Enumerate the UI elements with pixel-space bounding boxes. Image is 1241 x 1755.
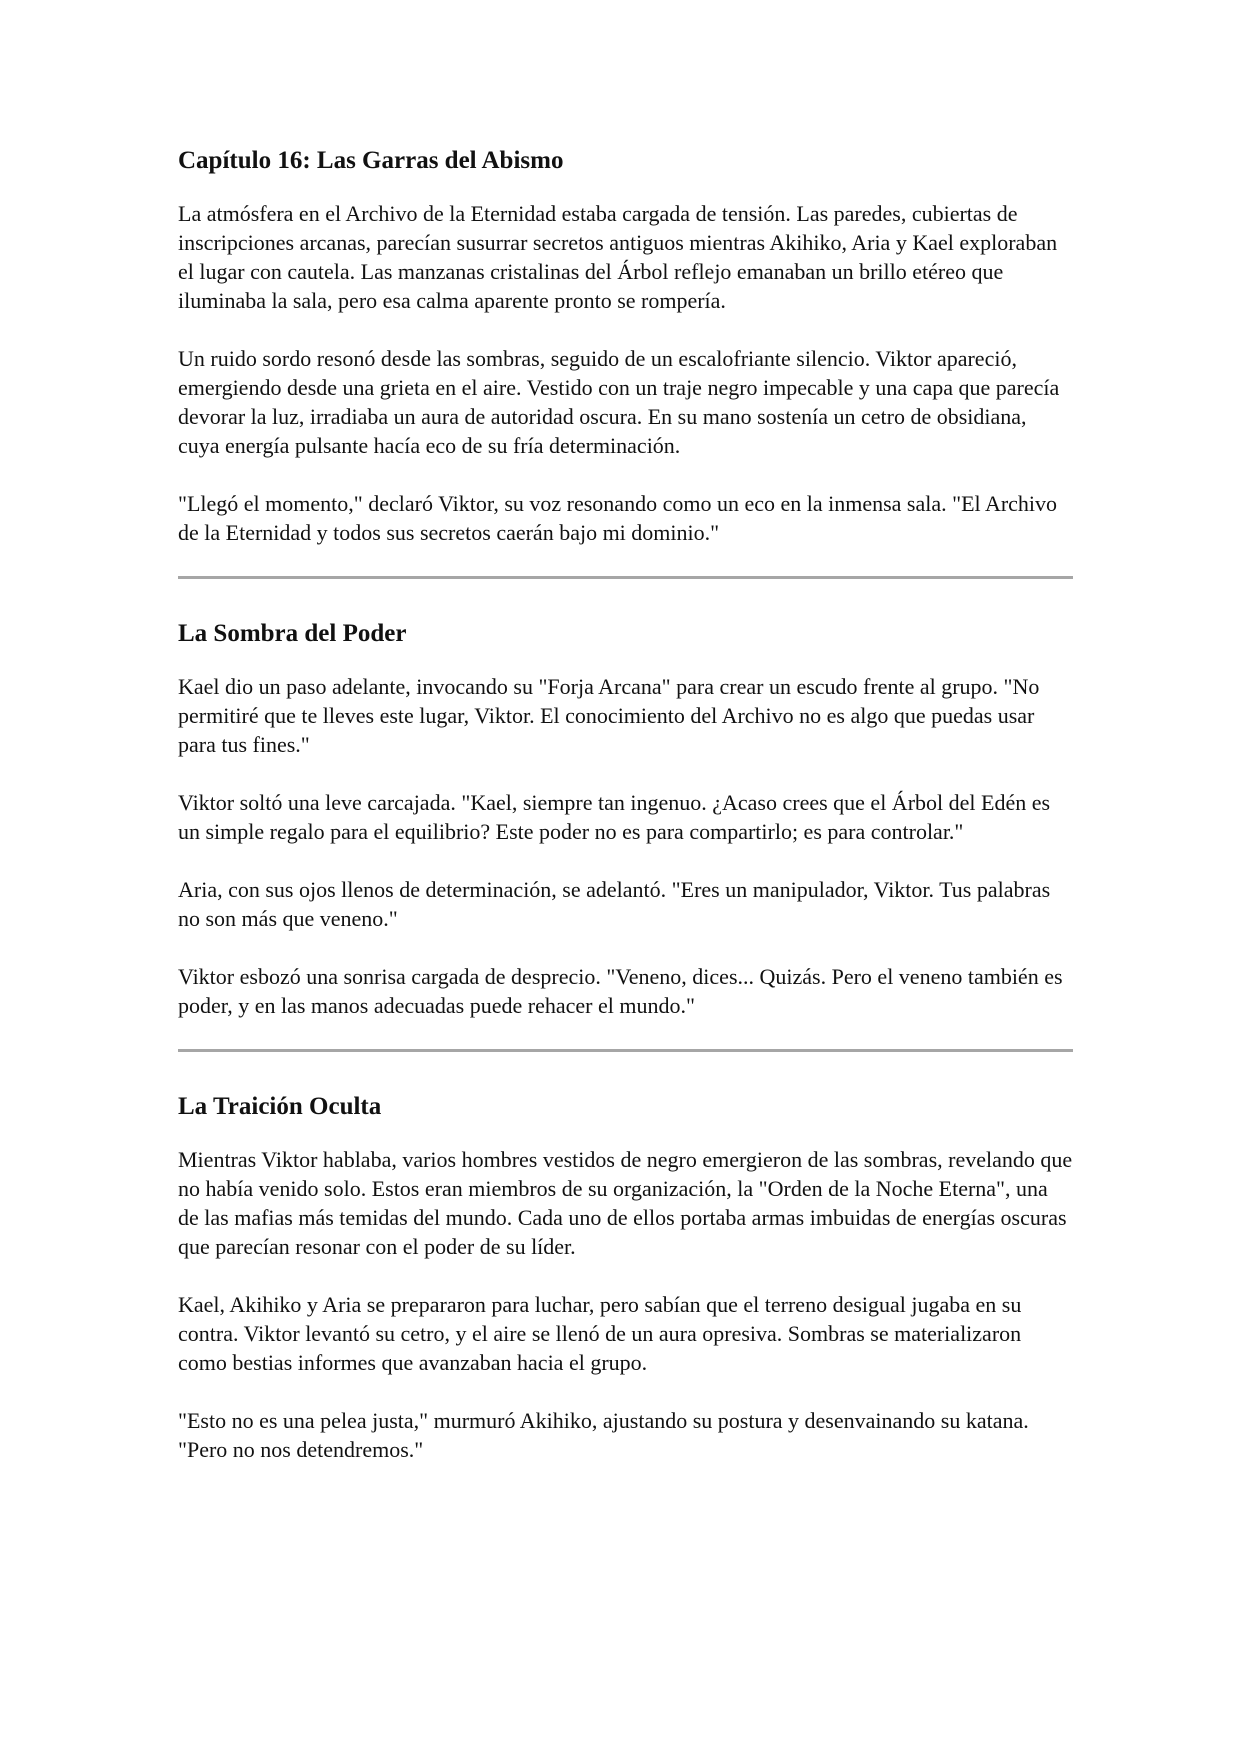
- paragraph: Viktor esbozó una sonrisa cargada de desprecio. "Veneno, dices... Quizás. Pero el veneno también es poder, y en las manos adecuadas puede rehacer el mundo.": [178, 964, 1063, 1018]
- paragraph: Aria, con sus ojos llenos de determinación, se adelantó. "Eres un manipulador, Viktor. Tus palabras no son más que veneno.": [178, 877, 1051, 931]
- section-chapter-16: [178, 145, 1073, 547]
- chapter-heading: Capítulo 16: Las Garras del Abismo: [178, 147, 564, 174]
- paragraph: Kael dio un paso adelante, invocando su "Forja Arcana" para crear un escudo frente al grupo. "No permitiré que te lleves este lugar, Viktor. El conocimiento del Archivo no es algo que puedas usar para tus fines.": [178, 674, 1040, 757]
- paragraph: "Llegó el momento," declaró Viktor, su voz resonando como un eco en la inmensa sala. "El Archivo de la Eternidad y todos sus secretos caerán bajo mi dominio.": [178, 491, 1058, 545]
- paragraph: "Esto no es una pelea justa," murmuró Akihiko, ajustando su postura y desenvainando su katana. "Pero no nos detendremos.": [178, 1408, 1029, 1462]
- section-heading: La Sombra del Poder: [178, 620, 407, 647]
- paragraph: La atmósfera en el Archivo de la Eternidad estaba cargada de tensión. Las paredes, cubiertas de inscripciones arcanas, parecían susurrar secretos antiguos mientras Akihiko, Aria y Kael exploraban el lugar con cautela. Las manzanas cristalinas del Árbol reflejo emanaban un brillo etéreo que iluminaba la sala, pero esa calma aparente pronto se rompería.: [178, 201, 1058, 313]
- paragraph: Mientras Viktor hablaba, varios hombres vestidos de negro emergieron de las sombras, revelando que no había venido solo. Estos eran miembros de su organización, la "Orden de la Noche Eterna", una de las mafias más temidas del mundo. Cada uno de ellos portaba armas imbuidas de energías oscuras que parecían resonar con el poder de su líder.: [178, 1147, 1073, 1259]
- section-la-sombra-del-poder: [178, 618, 1073, 1020]
- paragraph: Viktor soltó una leve carcajada. "Kael, siempre tan ingenuo. ¿Acaso crees que el Árbol del Edén es un simple regalo para el equilibrio? Este poder no es para compartirlo; es para controlar.": [178, 790, 1051, 844]
- section-la-traicion-oculta: [178, 1091, 1073, 1464]
- section-divider: [178, 576, 1073, 579]
- document-page: [178, 145, 1073, 1493]
- section-divider: [178, 1049, 1073, 1052]
- paragraph: Kael, Akihiko y Aria se prepararon para luchar, pero sabían que el terreno desigual jugaba en su contra. Viktor levantó su cetro, y el aire se llenó de un aura opresiva. Sombras se materializaron como bestias informes que avanzaban hacia el grupo.: [178, 1292, 1022, 1375]
- section-heading: La Traición Oculta: [178, 1093, 382, 1120]
- paragraph: Un ruido sordo resonó desde las sombras, seguido de un escalofriante silencio. Viktor apareció, emergiendo desde una grieta en el aire. Vestido con un traje negro impecable y una capa que parecía devorar la luz, irradiaba un aura de autoridad oscura. En su mano sostenía un cetro de obsidiana, cuya energía pulsante hacía eco de su fría determinación.: [178, 346, 1060, 458]
